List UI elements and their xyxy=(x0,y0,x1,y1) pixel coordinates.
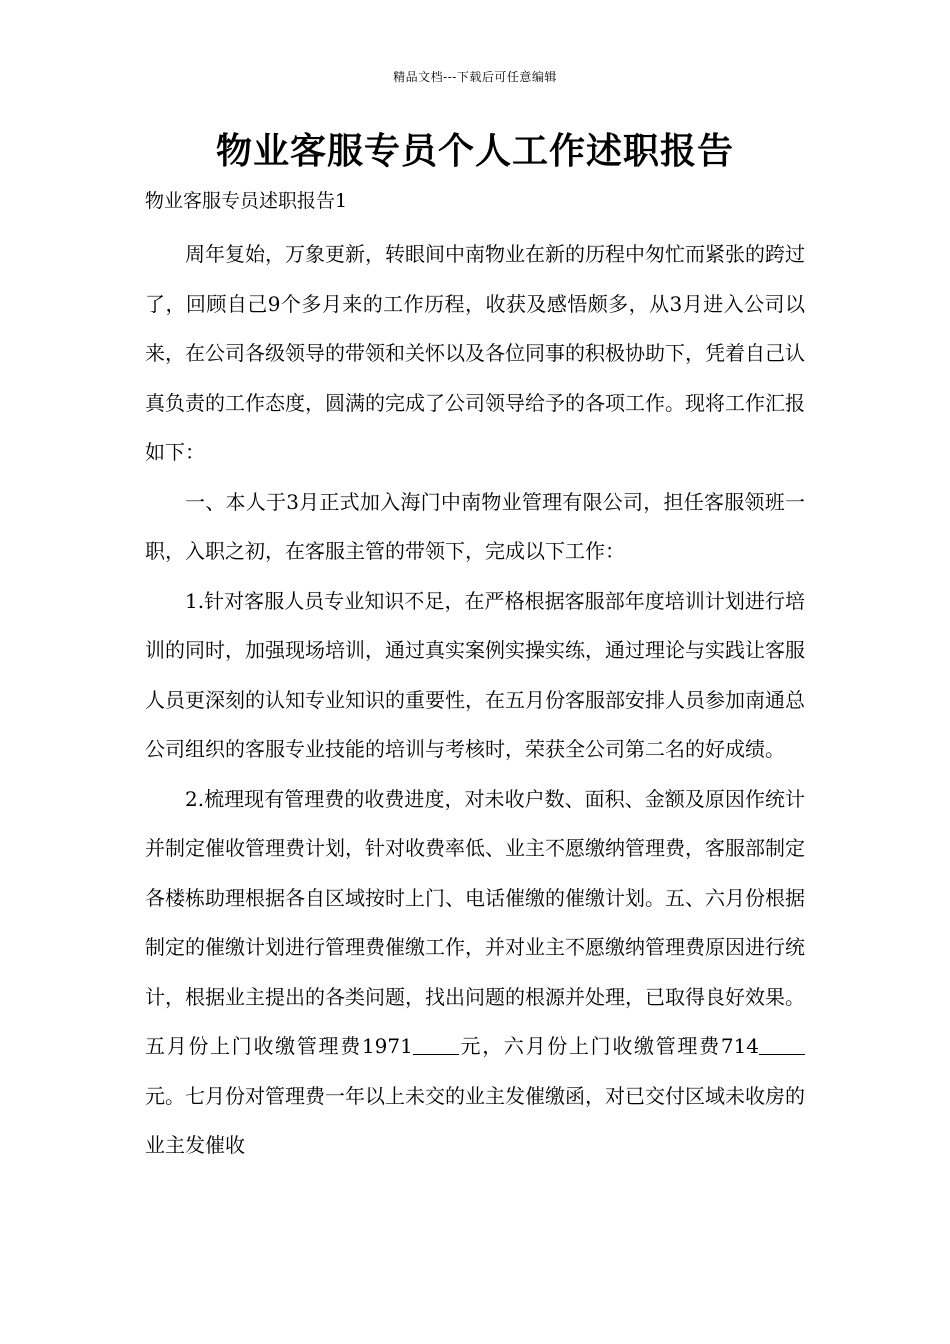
paragraph-item-2-part2: 元，六月份上门收缴管理费714 xyxy=(458,1034,759,1058)
paragraph-item-2-part1: 2.梳理现有管理费的收费进度，对未收户数、面积、金额及原因作统计并制定催收管理费计划，针对收费率低、业主不愿缴纳管理费，客服部制定各楼栋助理根据各自区域按时上门、电话催缴的催缴计划。五、六月份根据制定的催缴计划进行管理费催缴工作，并对业主不愿缴纳管理费原因进行统计，根据业主提出的各类问题，找出问题的根源并处理，已取得良好效果。五月份上门收缴管理费1971 xyxy=(145,786,805,1058)
header-note: 精品文档---下载后可任意编辑 xyxy=(393,70,557,84)
document-title: 物业客服专员个人工作述职报告 xyxy=(215,131,734,172)
paragraph-section-one: 一、本人于3月正式加入海门中南物业管理有限公司，担任客服领班一职，入职之初，在客服主管的带领下，完成以下工作： xyxy=(145,489,805,563)
document-body xyxy=(145,230,805,1171)
paragraph-intro: 周年复始，万象更新，转眼间中南物业在新的历程中匆忙而紧张的跨过了，回顾自己9个多月来的工作历程，收获及感悟颇多，从3月进入公司以来，在公司各级领导的带领和关怀以及各位同事的积极协助下，凭着自己认真负责的工作态度，圆满的完成了公司领导给予的各项工作。现将工作汇报如下： xyxy=(145,242,805,464)
paragraph-item-2-part3: 元。七月份对管理费一年以上未交的业主发催缴函，对已交付区域未收房的业主发催收 xyxy=(145,1083,805,1157)
paragraph-item-1: 1.针对客服人员专业知识不足，在严格根据客服部年度培训计划进行培训的同时，加强现场培训，通过真实案例实操实练，通过理论与实践让客服人员更深刻的认知专业知识的重要性，在五月份客服部安排人员参加南通总公司组织的客服专业技能的培训与考核时，荣获全公司第二名的好成绩。 xyxy=(145,588,805,761)
blank-line xyxy=(759,1053,805,1055)
section-subtitle: 物业客服专员述职报告1 xyxy=(145,190,348,212)
paragraph-item-2 xyxy=(145,775,805,1171)
blank-line xyxy=(413,1053,459,1055)
